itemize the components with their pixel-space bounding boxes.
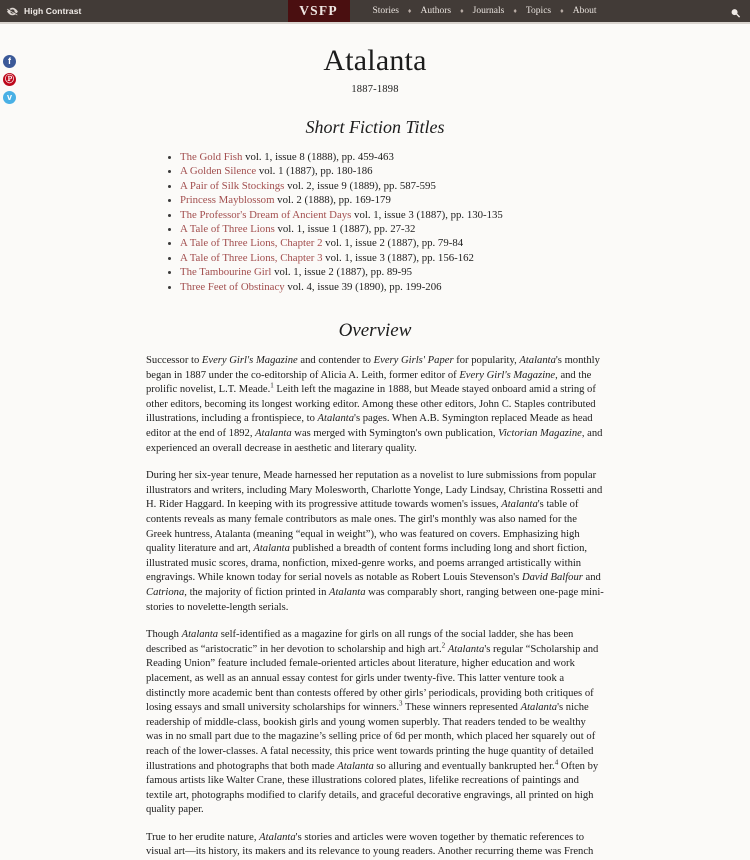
story-title-link[interactable]: The Professor's Dream of Ancient Days [180,208,352,221]
overview-paragraph [146,354,604,456]
footnote-marker[interactable]: 4 [554,757,559,766]
story-title-link[interactable]: The Gold Fish [180,151,243,163]
list-item [180,222,750,236]
nav-item-authors[interactable]: Authors [420,6,452,16]
italic-title: Atalanta [337,760,374,772]
list-item [180,280,750,294]
story-title-link[interactable]: A Tale of Three Lions, Chapter 2 [180,237,323,250]
italic-title: Atalanta [519,355,556,367]
text-run: During her six-year tenure, Meade harnessed her reputation as a novelist to lure submissions from popular illustrators and writers, including Mary Molesworth, Charlotte Yonge, Lady Lindsay, Christina Rossetti and H. Rider Haggard. In keeping with its progressive attitude towards women's issues, [146,470,603,511]
list-item [180,208,750,222]
story-title-link[interactable]: A Tale of Three Lions, Chapter 3 [180,251,323,264]
story-citation: vol. 2, issue 9 (1889), pp. 587-595 [284,179,436,192]
story-citation: vol. 1, issue 2 (1887), pp. 79-84 [322,237,464,250]
list-item [180,150,750,164]
story-citation: vol. 1 (1887), pp. 180-186 [256,165,373,178]
story-citation: vol. 1, issue 8 (1888), pp. 459-463 [242,151,394,163]
italic-title: Atalanta [253,543,290,555]
twitter-share-icon[interactable]: ᴠ [3,91,16,104]
text-run: 's table of contents reveals as many female contributors as male ones. The girl's monthly was also named for the Greek huntress, Atalanta (meaning “equal in weight”), who was featured on covers. Emphasizing high quality literature and art, [146,499,580,555]
list-item [180,179,750,193]
text-run: These winners represented [402,702,521,714]
site-logo-vsfp[interactable]: VSFP [288,0,350,22]
main-menu [350,0,606,22]
italic-title: David Balfour [521,572,583,584]
short-fiction-heading: Short Fiction Titles [305,117,445,137]
story-citation: vol. 4, issue 39 (1890), pp. 199-206 [284,280,442,293]
italic-title: Catriona [146,586,185,598]
text-run: for popularity, [453,355,520,367]
facebook-share-icon[interactable]: f [3,55,16,68]
text-run: 's niche readership of middle-class, bookish girls and young women superbly. That readers tended to be wealthy was in no small part due to the magazine’s selling price of 6d per month, which placed her squarely out of reach of the lower-classes. A fatal necessity, this price went towards printing the huge quantity of detailed illustrations and photographs that both made [146,702,596,772]
overview-heading: Overview [338,320,412,342]
list-item [180,236,750,250]
italic-title: Atalanta [501,499,538,511]
top-navigation-bar [0,0,750,22]
page-title: Atalanta [323,44,427,77]
nav-spacer [92,0,288,22]
text-run: 's stories and articles were woven together by thematic references to visual art—its history, its makers and its relevance to young readers. Another recurring theme was French [146,831,594,858]
nav-item-topics[interactable]: Topics [525,6,552,16]
italic-title: Every Girl's Magazine [459,369,556,381]
story-title-link[interactable]: Princess Mayblossom [180,194,275,207]
search-icon[interactable] [730,6,741,17]
story-citation: vol. 2 (1888), pp. 169-179 [274,194,391,207]
story-title-link[interactable]: A Pair of Silk Stockings [180,179,285,192]
italic-title: Atalanta [259,831,296,843]
text-run: 's pages. When A.B. Symington replaced Meade as head editor at the end of 1892, [146,413,593,440]
nav-item-about[interactable]: About [572,6,597,16]
text-run: and [582,572,601,584]
list-item [180,193,750,207]
footnote-marker[interactable]: 2 [441,641,446,650]
overview-paragraph [146,628,604,818]
italic-title: Atalanta [329,586,366,598]
social-share-rail [3,55,16,104]
text-run: was merged with Symington's own publication, [291,428,499,440]
nav-separator-icon: ♦ [513,6,517,15]
italic-title: Atalanta [520,702,558,714]
list-item [180,265,750,279]
text-run: , the majority of fiction printed in [184,586,330,598]
story-title-link[interactable]: The Tambourine Girl [180,266,272,279]
italic-title: Atalanta [317,413,355,425]
eye-slash-icon [6,5,19,18]
text-run: Often by famous artists like Walter Crane, these illustrations colored plates, lifelike recreations of paintings and textile art, photographs modified to clarify details, and graceful decorative engravings, all printed on high quality paper. [146,760,599,816]
italic-title: Victorian Magazine [498,428,582,440]
nav-separator-icon: ♦ [460,6,464,15]
italic-title: Atalanta [447,643,485,655]
text-run: Successor to [146,355,202,367]
italic-title: Atalanta [255,428,292,440]
story-citation: vol. 1, issue 2 (1887), pp. 89-95 [271,266,413,279]
nav-separator-icon: ♦ [560,6,564,15]
text-run: 's monthly began in 1887 under the co-editorship of Alicia A. Leith, former editor of [146,355,600,381]
text-run: was comparably short, ranging between one-page mini-stories to novelette-length serials. [146,586,604,613]
list-item [180,164,750,178]
page-content [0,24,750,860]
publication-dates: 1887-1898 [351,84,399,95]
pinterest-share-icon[interactable]: Ⓟ [4,74,14,84]
italic-title: Every Girl's Magazine [201,355,298,367]
story-citation: vol. 1, issue 3 (1887), pp. 130-135 [351,208,503,221]
short-fiction-list [0,150,750,294]
story-title-link[interactable]: A Golden Silence [180,165,257,178]
text-run: Though [146,629,182,641]
text-run: 's regular “Scholarship and Reading Union” feature included female-oriented articles about literature, higher education and work placement, as well as an annual essay contest for girls under twenty-five. This latter venture took a distinctly more academic bent than contests offered by other girls’ periodicals, providing both critiques of losing essays and small university scholarships for winners. [146,643,599,714]
story-title-link[interactable]: Three Feet of Obstinacy [180,280,285,293]
story-citation: vol. 1, issue 3 (1887), pp. 156-162 [322,251,474,264]
footnote-marker[interactable]: 1 [270,381,274,390]
italic-title: Every Girls' Paper [373,355,454,367]
text-run: , and experienced an overall decrease in aesthetic and literary quality. [146,428,603,454]
list-item [180,251,750,265]
text-run: and contender to [297,355,374,367]
nav-item-journals[interactable]: Journals [472,6,505,16]
italic-title: Atalanta [181,629,219,641]
high-contrast-label: High Contrast [24,6,82,16]
text-run: self-identified as a magazine for girls on all rungs of the social ladder, she has been described as “aristocratic” in her devotion to scholarship and high art. [146,629,574,655]
high-contrast-toggle[interactable] [0,0,92,22]
text-run: published a breadth of content forms including long and short fiction, illustrated music scores, drama, nonfiction, mixed-genre works, and poems arranged artistically within engravings. While known today for serial novels as notable as Robert Louis Stevenson's [146,543,588,584]
overview-paragraph [146,831,604,860]
story-title-link[interactable]: A Tale of Three Lions [180,223,275,236]
text-run: True to her erudite nature, [146,831,260,843]
nav-item-stories[interactable]: Stories [372,6,399,16]
nav-separator-icon: ♦ [407,6,412,15]
text-run: Leith left the magazine in 1888, but Meade stayed onboard amid a string of other editors, becoming its longest working editor. Among these other editors, John C. Staples contributed illustrations, including a frontispiece, to [146,384,596,425]
story-citation: vol. 1, issue 1 (1887), pp. 27-32 [274,223,416,236]
text-run: so alluring and eventually bankrupted her. [373,760,555,772]
footnote-marker[interactable]: 3 [399,699,403,708]
overview-paragraph [146,469,604,615]
overview-body [0,354,750,860]
text-run: , and the prolific novelist, L.T. Meade. [146,369,592,396]
